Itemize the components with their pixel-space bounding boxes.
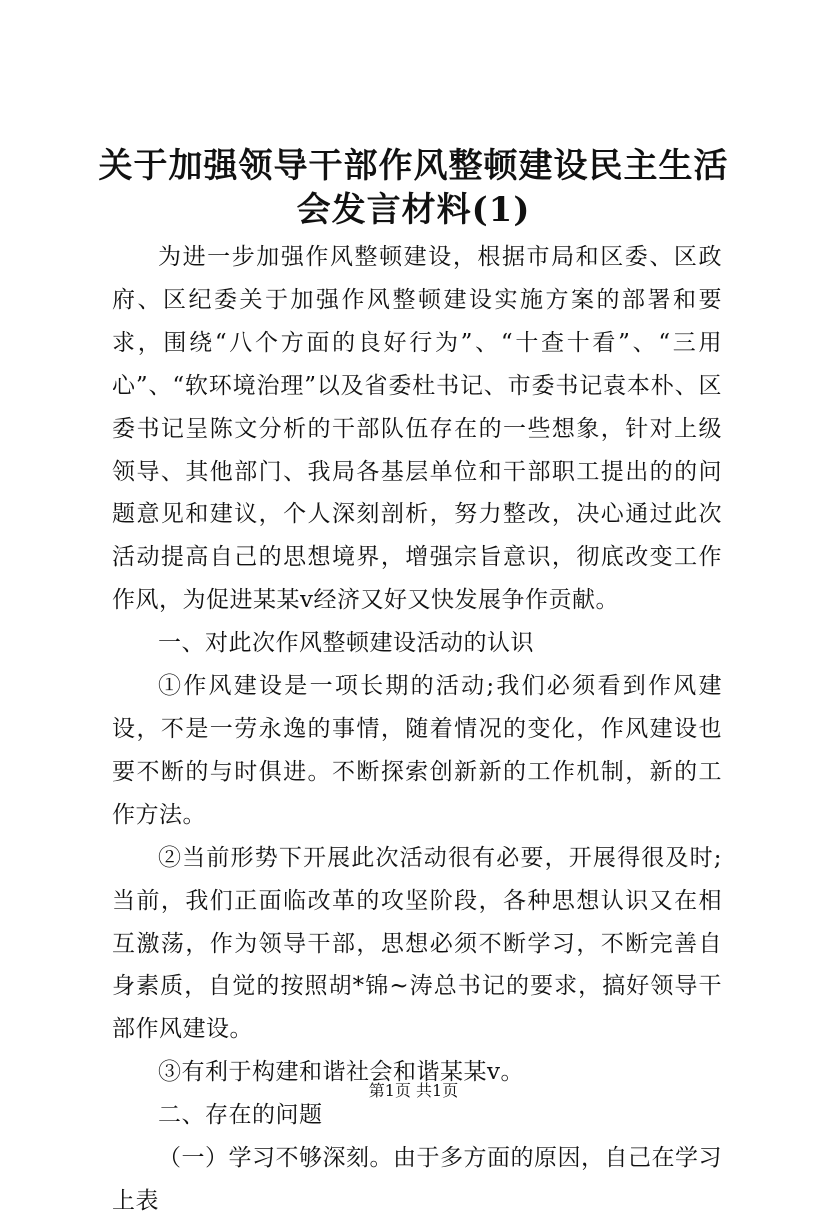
paragraph-point-3: ③有利于构建和谐社会和谐某某v。	[158, 1059, 524, 1086]
paragraph-point-2: ②当前形势下开展此次活动很有必要，开展得很及时;当前，我们正面临改革的攻坚阶段，各种思想认识又在相互激荡，作为领导干部，思想必须不断学习，不断完善自身素质，自觉的按照胡*锦~涛总书记的要求，搞好领导干部作风建设。	[112, 844, 722, 1043]
document-body	[112, 236, 722, 1223]
section-heading-1: 一、对此次作风整顿建设活动的认识	[158, 630, 534, 657]
paragraph-intro: 为进一步加强作风整顿建设，根据市局和区委、区政府、区纪委关于加强作风整顿建设实施方案的部署和要求，围绕“八个方面的良好行为”、“十查十看”、“三用心”、“软环境治理”以及省委杜书记、市委书记袁本朴、区委书记呈陈文分析的干部队伍存在的一些想象，针对上级领导、其他部门、我局各基层单位和干部职工提出的的问题意见和建议，个人深刻剖析，努力整改，决心通过此次活动提高自己的思想境界，增强宗旨意识，彻底改变工作作风，为促进某某v经济又好又快发展争作贡献。	[112, 244, 722, 614]
page-footer: 第1页 共1页	[368, 1081, 459, 1100]
section-heading-2: 二、存在的问题	[158, 1102, 323, 1129]
document-title: 关于加强领导干部作风整顿建设民主生活会发言材料(1)	[98, 146, 729, 230]
paragraph-point-1: ①作风建设是一项长期的活动;我们必须看到作风建设，不是一劳永逸的事情，随着情况的变化，作风建设也要不断的与时俱进。不断探索创新新的工作机制，新的工作方法。	[112, 673, 722, 828]
paragraph-problem-1: （一）学习不够深刻。由于多方面的原因，自己在学习上表	[112, 1145, 722, 1214]
